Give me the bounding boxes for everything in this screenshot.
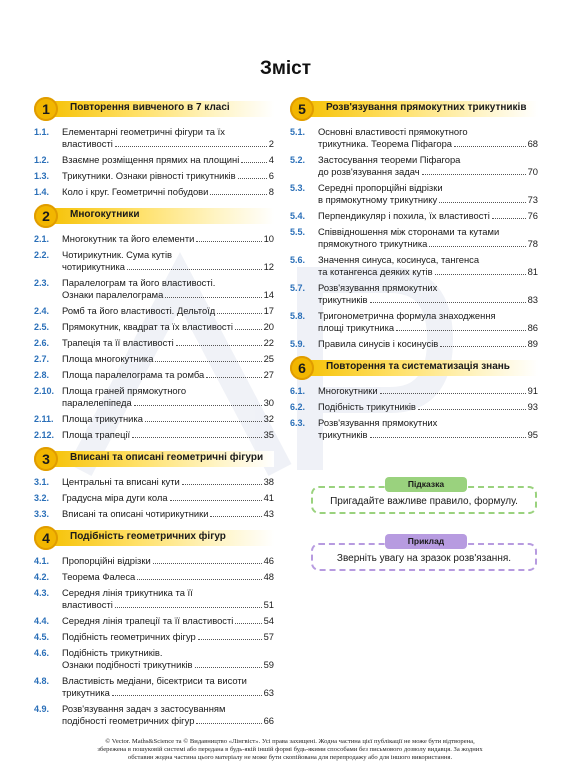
toc-entry-page: 14	[263, 289, 274, 300]
dot-leader	[380, 393, 526, 394]
toc-entry-line	[318, 138, 538, 150]
footer-line: обставин жодна частина цього матеріалу не може бути скопійована для перепродажу або для іншого використання.	[127, 754, 453, 761]
section-header	[290, 97, 538, 121]
toc-entry-number: 4.2.	[34, 572, 50, 582]
toc-entry-text: Середня лінія трапеції та її властивості	[62, 615, 234, 626]
toc-entry[interactable]	[290, 226, 538, 250]
toc-entry-text: до розв'язування задач	[318, 166, 420, 177]
toc-entry-text: Пропорційні відрізки	[62, 555, 151, 566]
toc-entry-text: Центральні та вписані кути	[62, 476, 180, 487]
toc-entry-line	[62, 587, 274, 599]
dot-leader	[454, 146, 526, 147]
toc-entry-page: 89	[527, 338, 538, 349]
toc-entry-line	[62, 126, 274, 138]
toc-entry-number: 2.1.	[34, 234, 50, 244]
toc-entry-text: Площа многокутника	[62, 353, 154, 364]
dot-leader	[370, 302, 526, 303]
dot-leader	[370, 437, 526, 438]
toc-entry-page: 32	[263, 413, 274, 424]
toc-entry-line	[62, 715, 274, 727]
toc-entry-line	[62, 476, 274, 488]
hint-tip-label: Підказка	[385, 477, 467, 492]
copyright-footer	[40, 738, 540, 762]
toc-entry-page: 20	[263, 321, 274, 332]
toc-entry-text: прямокутного трикутника	[318, 238, 428, 249]
section-title: Повторення та систематизація знань	[326, 361, 510, 372]
dot-leader	[176, 345, 262, 346]
toc-entry-text: Співвідношення між сторонами та кутами	[318, 226, 500, 237]
toc-entry-number: 5.8.	[290, 311, 306, 321]
toc-entry-line	[62, 277, 274, 289]
toc-entry-number: 2.8.	[34, 370, 50, 380]
dot-leader	[153, 563, 262, 564]
toc-entry-number: 4.1.	[34, 556, 50, 566]
toc-entry-line	[318, 401, 538, 413]
dot-leader	[198, 639, 262, 640]
toc-entry-text: та котангенса деяких кутів	[318, 266, 433, 277]
toc-entry-number: 4.5.	[34, 632, 50, 642]
toc-entry-line	[62, 353, 274, 365]
dot-leader	[422, 174, 526, 175]
toc-entry-page: 6	[268, 170, 274, 181]
toc-entry-line	[318, 338, 538, 350]
toc-entry-number: 3.3.	[34, 509, 50, 519]
toc-entry-number: 5.7.	[290, 283, 306, 293]
toc-entry-line	[62, 615, 274, 627]
toc-entry-text: подібності геометричних фігур	[62, 715, 195, 726]
toc-entry-page: 38	[263, 476, 274, 487]
toc-entry-page: 66	[263, 715, 274, 726]
toc-entry[interactable]	[34, 277, 274, 301]
toc-entry-text: Застосування теореми Піфагора	[318, 154, 461, 165]
toc-entry[interactable]	[34, 186, 274, 198]
toc-entry-page: 2	[268, 138, 274, 149]
toc-entry-line	[62, 233, 274, 245]
toc-entry-number: 4.8.	[34, 676, 50, 686]
toc-entry[interactable]	[290, 417, 538, 441]
toc-entry-text: Перпендикуляр і похила, їх властивості	[318, 210, 490, 221]
dot-leader	[210, 516, 261, 517]
toc-entry-page: 95	[527, 429, 538, 440]
toc-entry-page: 22	[263, 337, 274, 348]
toc-entry-text: властивості	[62, 138, 113, 149]
section-number-badge: 3	[34, 447, 58, 471]
toc-entry-number: 3.1.	[34, 477, 50, 487]
toc-entry-line	[318, 210, 538, 222]
toc-entry-text: Розв'язування задач з застосуванням	[62, 703, 226, 714]
toc-entry-text: Середні пропорційні відрізки	[318, 182, 443, 193]
toc-entry[interactable]	[290, 254, 538, 278]
toc-entry-page: 10	[263, 233, 274, 244]
toc-entry-line	[318, 238, 538, 250]
toc-entry-number: 4.4.	[34, 616, 50, 626]
toc-entry-text: Основні властивості прямокутного	[318, 126, 468, 137]
hint-tip-box	[311, 479, 537, 514]
toc-entry-page: 54	[263, 615, 274, 626]
toc-entry-number: 5.9.	[290, 339, 306, 349]
toc-entry[interactable]	[290, 385, 538, 397]
toc-entry-line	[62, 492, 274, 504]
toc-entry-number: 4.3.	[34, 588, 50, 598]
toc-entry-text: Площа трикутника	[62, 413, 143, 424]
section-header	[34, 204, 274, 228]
toc-entry[interactable]	[34, 369, 274, 381]
toc-entry-number: 1.1.	[34, 127, 50, 137]
toc-column-right	[290, 97, 538, 445]
section-title: Подібність геометричних фігур	[70, 531, 226, 542]
toc-entry-line	[318, 194, 538, 206]
toc-entry[interactable]	[34, 429, 274, 441]
toc-entry[interactable]	[34, 337, 274, 349]
toc-entry-number: 2.5.	[34, 322, 50, 332]
dot-leader	[418, 409, 526, 410]
dot-leader	[112, 695, 262, 696]
toc-entry-line	[62, 631, 274, 643]
hint-example-label: Приклад	[385, 534, 467, 549]
dot-leader	[165, 297, 261, 298]
toc-entry[interactable]	[34, 353, 274, 365]
toc-entry-text: властивості	[62, 599, 113, 610]
toc-entry-number: 4.9.	[34, 704, 50, 714]
toc-entry[interactable]	[290, 210, 538, 222]
toc-entry-page: 78	[527, 238, 538, 249]
toc-entry[interactable]	[34, 321, 274, 333]
toc-entry-number: 2.7.	[34, 354, 50, 364]
toc-entry-page: 25	[263, 353, 274, 364]
toc-entry-page: 83	[527, 294, 538, 305]
toc-entry-number: 2.12.	[34, 430, 55, 440]
toc-entry-line	[62, 703, 274, 715]
toc-entry[interactable]	[34, 615, 274, 627]
dot-leader	[170, 500, 262, 501]
footer-line: збережена в пошуковій системі або передана в будь-якій іншій формі будь-якими способами без письмового дозволу видавця. За жодних	[97, 746, 483, 753]
toc-entry-text: в прямокутному трикутнику	[318, 194, 438, 205]
toc-entry-line	[318, 310, 538, 322]
toc-entry-line	[318, 182, 538, 194]
toc-entry[interactable]	[34, 508, 274, 520]
toc-entry-line	[318, 126, 538, 138]
toc-entry-number: 1.4.	[34, 187, 50, 197]
toc-entry[interactable]	[290, 401, 538, 413]
toc-entry[interactable]	[290, 338, 538, 350]
toc-entry-line	[62, 659, 274, 671]
dot-leader	[196, 723, 261, 724]
toc-entry-text: Ромб та його властивості. Дельтоїд	[62, 305, 216, 316]
toc-entry[interactable]	[34, 249, 274, 273]
toc-entry[interactable]	[34, 571, 274, 583]
toc-entry-text: Властивість медіани, бісектриси та висоти	[62, 675, 247, 686]
dot-leader	[127, 269, 262, 270]
section-number-badge: 5	[290, 97, 314, 121]
toc-entry-text: Многокутники	[318, 385, 378, 396]
dot-leader	[195, 667, 262, 668]
toc-entry-text: паралелепіпеда	[62, 397, 132, 408]
page-title: Зміст	[259, 58, 312, 79]
toc-entry[interactable]	[34, 413, 274, 425]
toc-entry-line	[62, 186, 274, 198]
toc-entry-text: Вписані та описані чотирикутники	[62, 508, 209, 519]
toc-entry-text: Площа граней прямокутного	[62, 385, 187, 396]
dot-leader	[155, 361, 261, 362]
toc-entry-text: Подібність геометричних фігур	[62, 631, 196, 642]
toc-entry-number: 2.3.	[34, 278, 50, 288]
toc-entry[interactable]	[34, 587, 274, 611]
dot-leader	[145, 421, 262, 422]
hint-example-text: Зверніть увагу на зразок розв'язання.	[336, 553, 512, 564]
toc-entry-line	[62, 249, 274, 261]
dot-leader	[206, 377, 261, 378]
toc-entry-line	[318, 282, 538, 294]
toc-entry-page: 93	[527, 401, 538, 412]
toc-entry[interactable]	[34, 385, 274, 409]
toc-entry-page: 17	[263, 305, 274, 316]
toc-entry-line	[62, 385, 274, 397]
toc-entry-page: 86	[527, 322, 538, 333]
dot-leader	[439, 202, 525, 203]
toc-entry-line	[62, 687, 274, 699]
dot-leader	[235, 623, 261, 624]
toc-entry-line	[62, 369, 274, 381]
section-header	[290, 356, 538, 380]
dot-leader	[115, 146, 267, 147]
toc-entry-text: Тригонометрична формула знаходження	[318, 310, 496, 321]
dot-leader	[210, 194, 266, 195]
toc-entry-line	[318, 322, 538, 334]
dot-leader	[134, 405, 262, 406]
toc-entry-line	[62, 571, 274, 583]
toc-entry-page: 51	[263, 599, 274, 610]
toc-entry-page: 41	[263, 492, 274, 503]
toc-entry-text: площі трикутника	[318, 322, 395, 333]
toc-entry-number: 3.2.	[34, 493, 50, 503]
dot-leader	[238, 178, 267, 179]
toc-entry-page: 4	[268, 154, 274, 165]
toc-entry-text: Теорема Фалеса	[62, 571, 136, 582]
toc-entry-line	[62, 397, 274, 409]
dot-leader	[235, 329, 262, 330]
toc-entry-line	[318, 266, 538, 278]
toc-entry-text: Прямокутник, квадрат та їх властивості	[62, 321, 234, 332]
toc-entry-line	[318, 166, 538, 178]
toc-entry[interactable]	[34, 703, 274, 727]
toc-entry-number: 2.4.	[34, 306, 50, 316]
toc-entry-page: 81	[527, 266, 538, 277]
section-number-badge: 4	[34, 526, 58, 550]
toc-entry[interactable]	[34, 492, 274, 504]
toc-entry[interactable]	[290, 182, 538, 206]
toc-entry-line	[62, 337, 274, 349]
toc-entry-line	[62, 555, 274, 567]
toc-entry-line	[62, 675, 274, 687]
toc-entry-page: 76	[527, 210, 538, 221]
section-header	[34, 97, 274, 121]
toc-entry-number: 5.1.	[290, 127, 306, 137]
toc-entry-line	[318, 417, 538, 429]
toc-entry-text: Подібність трикутників	[318, 401, 416, 412]
toc-entry-text: чотирикутника	[62, 261, 125, 272]
toc-entry[interactable]	[34, 476, 274, 488]
toc-entry-text: трикутника	[62, 687, 110, 698]
toc-entry-number: 5.3.	[290, 183, 306, 193]
toc-entry-text: Взаємне розміщення прямих на площині	[62, 154, 240, 165]
toc-entry-line	[318, 294, 538, 306]
toc-entry-line	[62, 305, 274, 317]
toc-entry-text: Ознаки подібності трикутників	[62, 659, 193, 670]
section-title: Розв'язування прямокутних трикутників	[326, 102, 527, 113]
hint-example-box	[311, 536, 537, 571]
dot-leader	[132, 437, 261, 438]
footer-line: © Vector. Maths&Science та © Видавництво «Лінгвіст». Усі права захищені. Жодна частина цієї публікації не може бути відтворена,	[105, 738, 475, 745]
toc-entry-line	[62, 261, 274, 273]
toc-entry-number: 2.6.	[34, 338, 50, 348]
toc-entry-page: 43	[263, 508, 274, 519]
toc-entry-line	[62, 508, 274, 520]
toc-entry-text: Подібність трикутників.	[62, 647, 163, 658]
toc-entry-number: 6.3.	[290, 418, 306, 428]
toc-entry-number: 5.2.	[290, 155, 306, 165]
toc-entry-number: 2.11.	[34, 414, 54, 424]
toc-entry-text: Градусна міра дуги кола	[62, 492, 168, 503]
toc-entry-page: 12	[263, 261, 274, 272]
dot-leader	[137, 579, 261, 580]
toc-entry[interactable]	[290, 310, 538, 334]
toc-entry-page: 8	[268, 186, 274, 197]
toc-entry-line	[62, 647, 274, 659]
toc-entry[interactable]	[34, 305, 274, 317]
toc-entry-text: Трикутники. Ознаки рівності трикутників	[62, 170, 236, 181]
toc-entry-line	[318, 154, 538, 166]
section-header	[34, 526, 274, 550]
toc-entry-number: 1.3.	[34, 171, 50, 181]
toc-entry-page: 57	[263, 631, 274, 642]
toc-entry[interactable]	[290, 282, 538, 306]
toc-entry-text: Чотирикутник. Сума кутів	[62, 249, 173, 260]
section-number-badge: 2	[34, 204, 58, 228]
toc-entry-text: Розв'язування прямокутних	[318, 417, 438, 428]
toc-entry-line	[62, 321, 274, 333]
dot-leader	[492, 218, 526, 219]
toc-entry[interactable]	[34, 675, 274, 699]
dot-leader	[115, 607, 262, 608]
toc-entry[interactable]	[34, 170, 274, 182]
toc-entry-number: 2.10.	[34, 386, 55, 396]
section-title: Повторення вивченого в 7 класі	[70, 102, 230, 113]
toc-entry-line	[62, 429, 274, 441]
dot-leader	[182, 484, 262, 485]
toc-entry-line	[318, 385, 538, 397]
section-number-badge: 1	[34, 97, 58, 121]
dot-leader	[435, 274, 526, 275]
toc-entry-text: Трапеція та її властивості	[62, 337, 174, 348]
toc-entry-page: 63	[263, 687, 274, 698]
toc-entry-line	[62, 138, 274, 150]
toc-entry-text: трикутників	[318, 294, 368, 305]
section-header	[34, 447, 274, 471]
toc-entry-page: 27	[263, 369, 274, 380]
toc-entry-line	[318, 226, 538, 238]
toc-entry-page: 35	[263, 429, 274, 440]
dot-leader	[196, 241, 261, 242]
toc-entry-line	[62, 413, 274, 425]
section-number-badge: 6	[290, 356, 314, 380]
toc-entry-page: 30	[263, 397, 274, 408]
toc-entry-number: 5.6.	[290, 255, 306, 265]
toc-entry-text: трикутників	[318, 429, 368, 440]
toc-entry-page: 73	[527, 194, 538, 205]
toc-entry-page: 59	[263, 659, 274, 670]
toc-entry-text: Ознаки паралелограма	[62, 289, 164, 300]
toc-entry-text: Площа трапеції	[62, 429, 131, 440]
toc-entry-text: Площа паралелограма та ромба	[62, 369, 205, 380]
toc-entry[interactable]	[34, 647, 274, 671]
toc-entry-page: 70	[527, 166, 538, 177]
toc-entry[interactable]	[34, 154, 274, 166]
toc-entry-line	[318, 254, 538, 266]
toc-entry-line	[62, 154, 274, 166]
toc-entry-text: Правила синусів і косинусів	[318, 338, 439, 349]
dot-leader	[396, 330, 525, 331]
toc-entry-page: 48	[263, 571, 274, 582]
dot-leader	[217, 313, 261, 314]
toc-entry[interactable]	[34, 631, 274, 643]
toc-entry-text: трикутника. Теорема Піфагора	[318, 138, 453, 149]
toc-entry-line	[62, 289, 274, 301]
toc-entry-line	[318, 429, 538, 441]
toc-entry-text: Середня лінія трикутника та її	[62, 587, 193, 598]
hint-tip-text: Пригадайте важливе правило, формулу.	[330, 496, 518, 507]
toc-entry[interactable]	[34, 233, 274, 245]
toc-entry-text: Коло і круг. Геометричні побудови	[62, 186, 209, 197]
dot-leader	[241, 162, 266, 163]
toc-entry-text: Многокутник та його елементи	[62, 233, 195, 244]
toc-entry-number: 6.1.	[290, 386, 306, 396]
section-title: Вписані та описані геометричні фігури	[70, 452, 264, 463]
toc-entry[interactable]	[290, 126, 538, 150]
toc-entry-text: Паралелограм та його властивості.	[62, 277, 216, 288]
toc-entry[interactable]	[34, 126, 274, 150]
toc-entry-number: 5.5.	[290, 227, 306, 237]
toc-entry-text: Елементарні геометричні фігури та їх	[62, 126, 225, 137]
dot-leader	[440, 346, 525, 347]
toc-column-left	[34, 97, 274, 731]
toc-entry-page: 91	[527, 385, 538, 396]
toc-entry-number: 1.2.	[34, 155, 50, 165]
toc-entry-page: 68	[527, 138, 538, 149]
toc-entry-number: 4.6.	[34, 648, 50, 658]
toc-entry-line	[62, 170, 274, 182]
toc-entry-number: 2.2.	[34, 250, 50, 260]
dot-leader	[429, 246, 525, 247]
toc-entry[interactable]	[290, 154, 538, 178]
toc-entry-text: Значення синуса, косинуса, тангенса	[318, 254, 480, 265]
toc-entry-text: Розв'язування прямокутних	[318, 282, 438, 293]
toc-entry-number: 5.4.	[290, 211, 306, 221]
toc-entry-page: 46	[263, 555, 274, 566]
toc-entry-number: 6.2.	[290, 402, 306, 412]
toc-entry[interactable]	[34, 555, 274, 567]
section-title: Многокутники	[70, 209, 140, 220]
toc-entry-line	[62, 599, 274, 611]
